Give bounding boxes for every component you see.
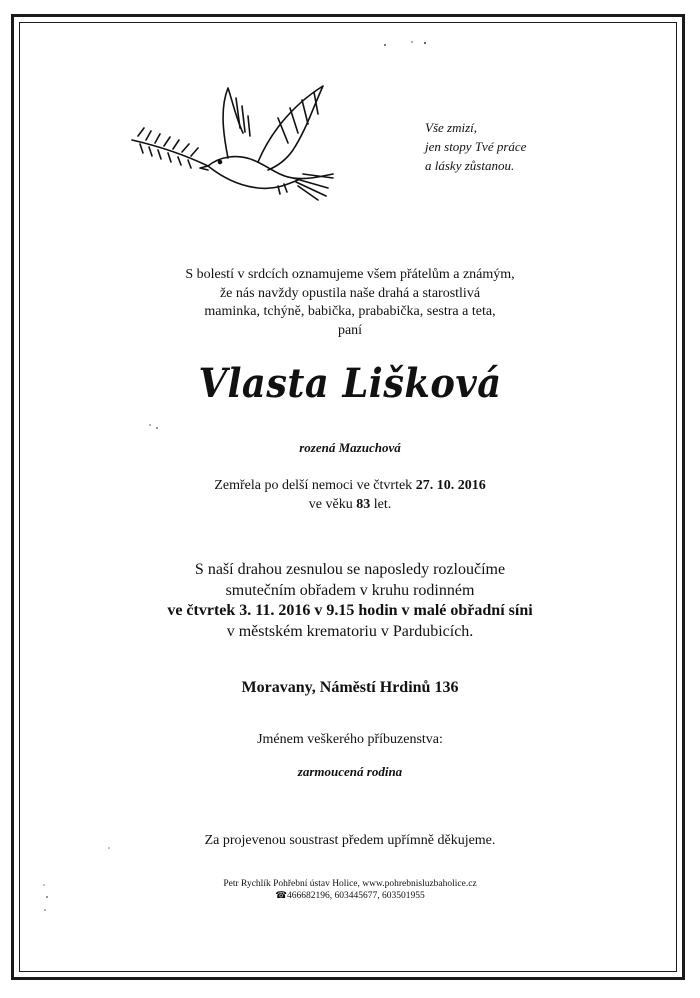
death-info <box>0 476 700 514</box>
age-suffix: let. <box>370 497 392 512</box>
quote-line: jen stopy Tvé práce <box>425 139 527 154</box>
death-date: 27. 10. 2016 <box>415 478 486 493</box>
funeral-info <box>0 560 700 642</box>
announcement-intro <box>0 266 700 340</box>
deceased-name: Vlasta Lišková <box>198 360 502 407</box>
maiden-name: rozená Mazuchová <box>299 440 401 455</box>
death-line-1 <box>0 476 700 495</box>
intro-line: S bolestí v srdcích oznamujeme všem přátelům a známým, <box>185 267 515 282</box>
funeral-line: smutečním obřadem v kruhu rodinném <box>225 581 475 599</box>
funeral-datetime: ve čtvrtek 3. 11. 2016 v 9.15 hodin v malé obřadní síni <box>167 602 533 619</box>
phone-numbers: 466682196, 603445677, 603501955 <box>287 891 425 901</box>
death-text: Zemřela po delší nemoci ve čtvrtek <box>214 478 416 493</box>
footer-line-1: Petr Rychlík Pohřební ústav Holice, www.pohrebnisluzbaholice.cz <box>223 879 477 889</box>
intro-line: že nás navždy opustila naše drahá a starostlivá <box>219 285 481 301</box>
intro-line: paní <box>337 322 363 338</box>
dove-with-olive-branch-icon <box>128 78 338 203</box>
thanks-line: Za projevenou soustrast předem upřímně děkujeme. <box>204 833 496 848</box>
footer-line-2 <box>0 890 700 902</box>
address: Moravany, Náměstí Hrdinů 136 <box>241 679 459 696</box>
intro-line: maminka, tchýně, babička, prababička, sestra a teta, <box>204 304 496 319</box>
age: 83 <box>356 497 371 512</box>
death-line-2 <box>0 495 700 514</box>
age-prefix: ve věku <box>308 497 357 512</box>
family-signature: zarmoucená rodina <box>297 764 403 779</box>
phone-icon: ☎ <box>275 891 288 901</box>
quote-line: a lásky zůstanou. <box>425 158 515 173</box>
quote-line: Vše zmizí, <box>425 120 477 135</box>
funeral-line: S naší drahou zesnulou se naposledy rozloučíme <box>194 561 506 578</box>
family-label: Jménem veškerého příbuzenstva: <box>257 732 443 747</box>
quote <box>425 118 585 175</box>
funeral-service-footer <box>0 878 700 902</box>
funeral-place: v městském krematoriu v Pardubicích. <box>226 622 474 640</box>
